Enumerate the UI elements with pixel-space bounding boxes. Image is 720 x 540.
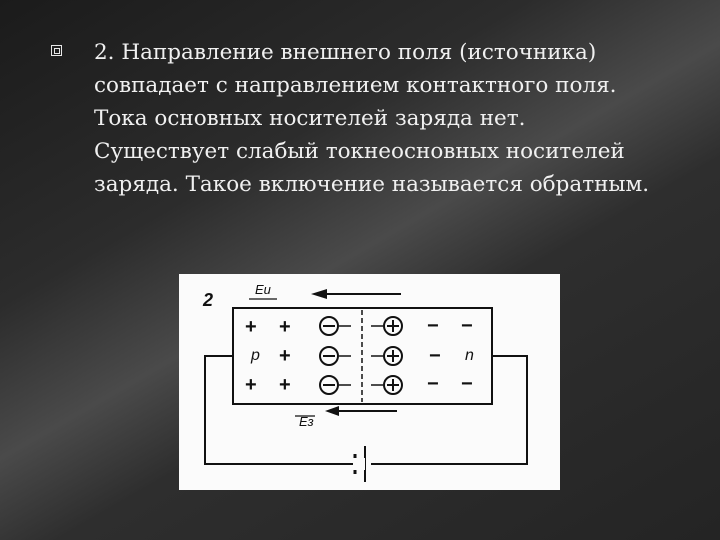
p-region-label: p [251,347,260,364]
contact-field-arrowhead [325,406,339,416]
hole-plus: + [245,316,257,338]
positive-ion-icon [371,347,402,365]
electron-minus: − [461,315,473,337]
text-line: 2. Направление внешнего поля (источника) [94,40,597,65]
positive-ion-icon [371,376,402,394]
hole-plus: + [279,374,291,396]
hole-plus: + [279,316,291,338]
electron-minus: − [427,373,439,395]
external-field-arrowhead [311,289,327,299]
positive-ion-icon [371,317,402,335]
hole-plus: + [245,374,257,396]
external-field-label: Eи [255,282,271,297]
diagram-number: 2 [203,290,214,310]
text-line: совпадает с направлением контактного поля. [94,73,617,98]
contact-field-label: Eз [299,414,314,429]
hole-plus: + [279,345,291,367]
electron-minus: − [461,373,473,395]
negative-ion-icon [320,347,351,365]
negative-ion-icon [320,376,351,394]
electron-minus: − [427,315,439,337]
text-line: заряда. Такое включение называется обратным. [94,172,650,197]
electron-minus: − [429,345,441,367]
text-line: Тока основных носителей заряда нет. [94,106,526,131]
text-line: Существует слабый токнеосновных носителей [94,139,625,164]
pn-junction-svg [179,274,560,490]
slide-text [94,36,694,201]
n-region-label: n [465,347,474,364]
negative-ion-icon [320,317,351,335]
bullet-icon [51,45,62,56]
pn-junction-diagram [179,274,560,490]
battery-icon [353,446,365,482]
